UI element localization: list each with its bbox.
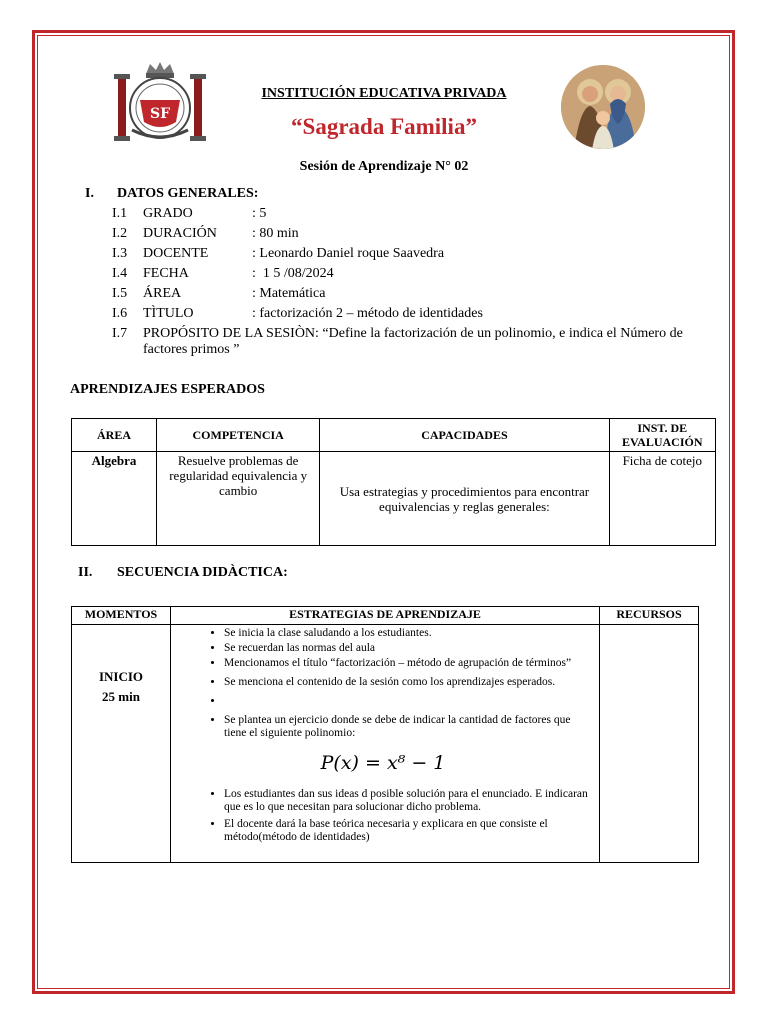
- cell-area: Algebra: [72, 452, 157, 546]
- strategy-item: • Los estudiantes dan sus ideas d posible solución para el enunciado. E indicaran que es lo que necesitan para solucionar dicho problema.: [224, 788, 595, 814]
- strategy-item: • Mencionamos el título “factorización – método de agrupación de términos”: [224, 657, 595, 670]
- header-momentos: MOMENTOS: [72, 607, 171, 625]
- strategy-item: • Se recuerdan las normas del aula: [224, 642, 595, 655]
- datos-item-num: I.1: [112, 206, 128, 221]
- cell-inst: Ficha de cotejo: [609, 452, 715, 546]
- datos-item-num: I.6: [112, 306, 128, 321]
- datos-item-num: I.4: [112, 266, 128, 281]
- session-title: Sesión de Aprendizaje N° 02: [299, 159, 469, 174]
- section2-title: SECUENCIA DIDÀCTICA:: [117, 565, 288, 580]
- purpose-text: PROPÓSITO DE LA SESIÒN: “Define la factorización de un polinomio, e indica el Número de: [143, 326, 683, 341]
- header-inst-line1: INST. DE: [637, 421, 688, 435]
- sequence-table: [71, 606, 699, 863]
- datos-item-num: I.3: [112, 246, 128, 261]
- header-area: ÁREA: [72, 419, 157, 452]
- datos-item-label: DOCENTE: [143, 246, 209, 261]
- datos-item-label: FECHA: [143, 266, 189, 281]
- strategy-item: • El docente dará la base teórica necesaria y explicara en que consiste el método(método de identidades): [224, 818, 595, 844]
- datos-item-value: : 1 5 /08/2024: [252, 266, 334, 281]
- learning-title: APRENDIZAJES ESPERADOS: [70, 382, 265, 397]
- strategies-list-after: [171, 788, 595, 844]
- datos-item-value: : Leonardo Daniel roque Saavedra: [252, 246, 445, 261]
- strategy-item: • Se inicia la clase saludando a los estudiantes.: [224, 627, 595, 640]
- header-recursos: RECURSOS: [600, 607, 699, 625]
- datos-item-num: I.5: [112, 286, 128, 301]
- learning-table: [71, 418, 716, 546]
- strategy-item: [224, 695, 595, 708]
- moment-cell: [72, 625, 171, 863]
- institution-title: INSTITUCIÓN EDUCATIVA PRIVADA: [261, 86, 507, 101]
- strategy-item: • Se menciona el contenido de la sesión como los aprendizajes esperados.: [224, 676, 595, 689]
- school-name: “Sagrada Familia”: [291, 114, 477, 139]
- datos-item-label: GRADO: [143, 206, 193, 221]
- datos-item-value: : 5: [252, 206, 267, 221]
- header-estrategias: ESTRATEGIAS DE APRENDIZAJE: [171, 607, 600, 625]
- datos-item-label: DURACIÓN: [143, 226, 217, 241]
- datos-item-label: ÁREA: [143, 286, 182, 301]
- svg-text:SF: SF: [149, 106, 171, 122]
- datos-item-label: TÌTULO: [143, 306, 194, 321]
- cell-capacidades: Usa estrategias y procedimientos para encontrar equivalencias y reglas generales:: [320, 452, 609, 546]
- section1-number: I.: [85, 186, 94, 201]
- purpose-text-cont: factores primos ”: [143, 342, 240, 357]
- strategies-cell: [171, 625, 600, 863]
- datos-item-value: : factorización 2 – método de identidades: [252, 306, 483, 321]
- header-inst-line2: EVALUACIÓN: [622, 435, 703, 449]
- section2-number: II.: [78, 565, 93, 580]
- moment-time: 25 min: [102, 689, 140, 704]
- moment-name: INICIO: [98, 669, 144, 684]
- resources-cell: [600, 625, 699, 863]
- datos-item-num: I.7: [112, 326, 128, 341]
- cell-competencia: Resuelve problemas de regularidad equivalencia y cambio: [157, 452, 320, 546]
- strategies-list: [171, 627, 595, 740]
- section1-title: DATOS GENERALES:: [117, 186, 259, 201]
- polynomial-formula: P(x) = x⁸ − 1: [320, 752, 446, 774]
- header-inst-evaluacion: [609, 419, 715, 452]
- datos-item-value: : 80 min: [252, 226, 299, 241]
- header-capacidades: CAPACIDADES: [320, 419, 609, 452]
- strategy-item: • Se plantea un ejercicio donde se debe de indicar la cantidad de factores que tiene el siguiente polinomio:: [224, 714, 595, 740]
- datos-item-value: : Matemática: [252, 286, 326, 301]
- header-competencia: COMPETENCIA: [157, 419, 320, 452]
- datos-item-num: I.2: [112, 226, 128, 241]
